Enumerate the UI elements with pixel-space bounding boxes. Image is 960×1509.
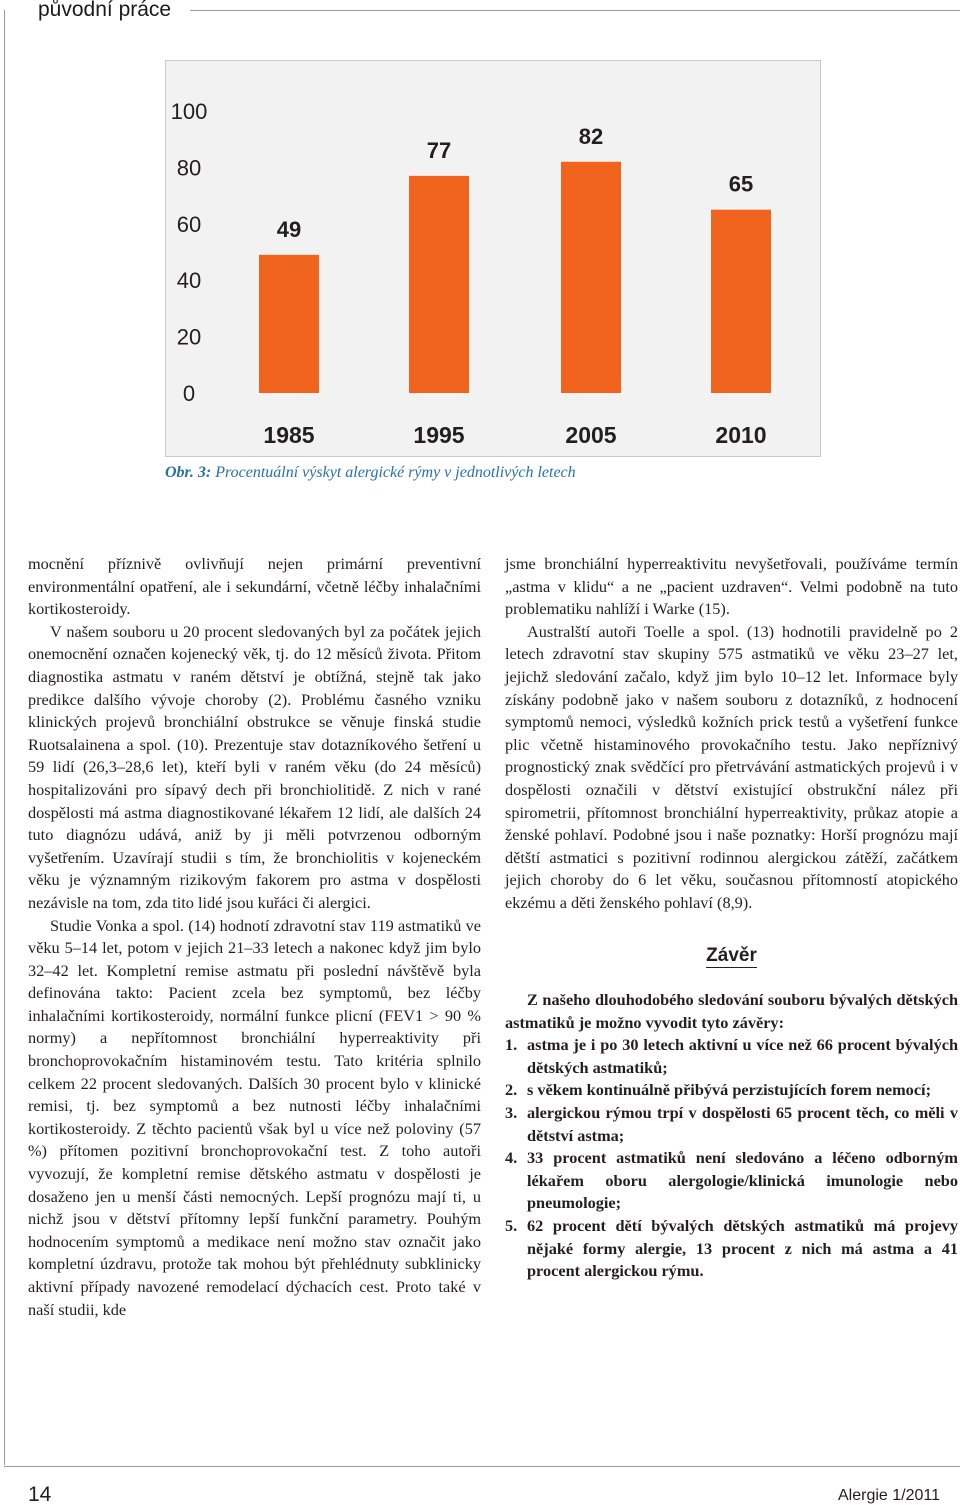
paragraph: mocnění příznivě ovlivňují nejen primární preventivní environmentální opatření, ale i sekundární, včetně léčby inhalačními kortikosteroidy. [28, 554, 481, 619]
y-tick-label: 40 [176, 268, 202, 294]
header-rule [190, 10, 960, 11]
page-frame-rule [4, 10, 5, 1465]
right-text-column [505, 553, 958, 1283]
paragraph: V našem souboru u 20 procent sledovaných byl za počátek jejich onemocnění označen kojenecký věk, tj. do 12 měsíců života. Přitom diagnostika astmatu v raném dětství je obtížná, stejně tak jako predikce dalšího vývoje choroby (2). Problému časného vzniku klinických projevů bronchiální obstrukce se věnuje finská studie Ruotsalainena a spol. (10). Prezentuje stav dotazníkového šetření u 59 lidí (26,3–28,6 let), kteří byli v raném věku (do 24 měsíců) hospitalizováni pro sípavý dech při bronchiolitidě. Z nich v rané dospělosti má astma diagnostikované lékařem 12 lidí, ale dalších 24 tuto diagnózu udává, aniž by ji měli potvrzenou odborným vyšetřením. Uzavírají studii s tím, že bronchiolitis v kojeneckém věku je významným rizikovým fakorem pro astma v dospělosti nezávisle na tom, zda tito lidé jsou kuřáci či alergici. [28, 621, 481, 912]
x-tick-label: 2010 [715, 422, 767, 448]
caption-text: Procentuální výskyt alergické rýmy v jednotlivých letech [211, 464, 576, 481]
item-text: s věkem kontinuálně přibývá perzistujících forem nemocí; [527, 1080, 931, 1100]
caption-number: Obr. 3: [165, 464, 212, 481]
conclusion-item [505, 1147, 958, 1215]
item-number: 4. [505, 1148, 518, 1168]
data-label: 49 [276, 216, 302, 242]
figure-caption [165, 464, 815, 482]
item-number: 1. [505, 1035, 518, 1055]
conclusion-heading [505, 945, 958, 968]
bar-chart [165, 60, 821, 457]
conclusion-item [505, 1215, 958, 1283]
paragraph: Australští autoři Toelle a spol. (13) hodnotili pravidelně po 2 letech zdravotní stav skupiny 575 astmatiků ve věku 23–27 let, jejichž sledování začalo, když jim bylo 10–12 let. Informace byly získány podobně jako v našem souboru z dotazníků, z hodnocení symptomů nemoci, výsledků kožních prick testů a vyšetření funkce plic včetně histaminového provokačního testu. Jako nepříznivý prognostický znak svědčící pro přetrvávání astmatických projevů i v dospělosti označili v dětství existující obstrukční nález při spirometrii, přítomnost bronchiální hyperreaktivity, průkaz atopie a ženské pohlaví. Podobné jsou i naše poznatky: Horší prognózu mají dětští astmatici s pozitivní rodinnou alergickou zátěží, začátkem jejich choroby do 6 let věku, současnou přítomností atopického ekzému a děti ženského pohlaví (8,9). [505, 621, 958, 912]
bar [561, 162, 621, 393]
y-tick-label: 20 [176, 324, 202, 350]
section-label: původní práce [38, 0, 177, 22]
conclusion-item [505, 1034, 958, 1079]
paragraph: Studie Vonka a spol. (14) hodnotí zdravotní stav 119 astmatiků ve věku 5–14 let, potom v jejich 21–33 letech a nakonec když jim bylo 32–42 let. Kompletní remise astmatu při poslední návštěvě byla definována takto: Pacient zcela bez symptomů, bez léčby inhalačními kortikosteroidy, normální funkce plicní (FEV1 > 90 % normy) a nepřítomnost bronchiální hyperreaktivity při bronchoprovokačním histaminovém testu. Tato kritéria splnilo celkem 22 procent sledovaných. Dalších 30 procent bylo v klinické remisi, tj. bez symptomů a bez nutnosti léčby inhalačními kortikosteroidy. Z těchto pacientů však byl u více než poloviny (57 %) přítomen pozitivní bronchoprovokační test. Z toho autoři vyvozují, že kompletní remise dětského astmatu v dospělosti je dosaženo jen u menší části nemocných. Lepší prognózu mají ti, u nichž jsou v dětství přítomny lepší funkční parametry. Pouhým hodnocením symptomů a medikace není možno stav označit jako kompletní úzdravu, protože tak mohou být přehlédnuty subklinicky aktivní případy navozené remodelací dýchacích cest. Proto také v naší studii, kde [28, 915, 481, 1319]
journal-issue: Alergie 1/2011 [838, 1487, 940, 1504]
data-label: 77 [426, 137, 452, 163]
item-text: astma je i po 30 letech aktivní u více než 66 procent bývalých dětských astmatiků; [527, 1035, 958, 1077]
data-label: 82 [578, 123, 604, 149]
y-tick-label: 0 [182, 381, 196, 406]
y-tick-label: 60 [176, 211, 202, 237]
item-number: 5. [505, 1216, 518, 1236]
item-number: 2. [505, 1080, 518, 1100]
y-tick-label: 80 [176, 155, 202, 181]
item-text: 33 procent astmatiků není sledováno a léčeno odborným lékařem oboru alergologie/klinická imunologie nebo pneumologie; [527, 1148, 958, 1213]
paragraph: jsme bronchiální hyperreaktivitu nevyšetřovali, používáme termín „astma v klidu“ a ne „pacient uzdraven“. Velmi podobně na tuto problematiku nahlíží i Warke (15). [505, 554, 958, 619]
conclusion-list [505, 1034, 958, 1283]
x-tick-label: 1995 [413, 422, 465, 448]
conclusion-intro: Z našeho dlouhodobého sledování souboru bývalých dětských astmatiků je možno vyvodit tyto závěry: [505, 990, 958, 1032]
conclusion-item [505, 1102, 958, 1147]
chart-svg [166, 61, 820, 456]
item-text: 62 procent dětí bývalých dětských astmatiků má projevy nějaké formy alergie, 13 procent z nich má astma a 41 procent alergickou rýmu. [527, 1216, 958, 1281]
bar [409, 176, 469, 393]
conclusion-heading-text: Závěr [706, 944, 757, 966]
item-text: alergickou rýmou trpí v dospělosti 65 procent těch, co měli v dětství astma; [527, 1103, 958, 1145]
bar [711, 210, 771, 393]
conclusion-item [505, 1079, 958, 1102]
data-label: 65 [728, 171, 754, 197]
left-text-column [28, 553, 481, 1321]
page-number: 14 [28, 1483, 52, 1506]
x-tick-label: 1985 [263, 422, 315, 448]
footer-rule [4, 1466, 960, 1467]
bar [259, 255, 319, 393]
x-tick-label: 2005 [565, 422, 617, 448]
y-tick-label: 100 [170, 99, 208, 124]
item-number: 3. [505, 1103, 518, 1123]
